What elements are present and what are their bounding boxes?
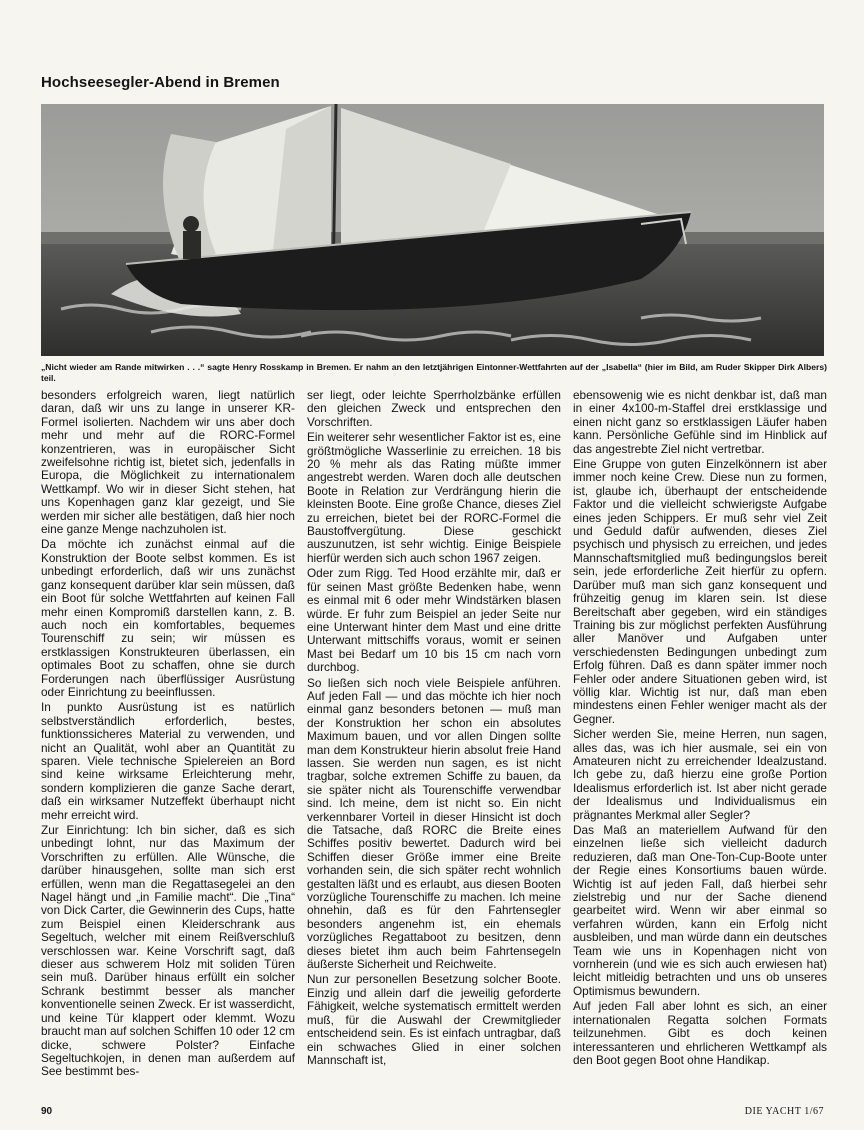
magazine-footer: DIE YACHT 1/67 bbox=[744, 1106, 824, 1117]
photo-crew-body bbox=[183, 231, 201, 259]
article-heading: Hochseesegler-Abend in Bremen bbox=[41, 74, 280, 91]
paragraph: Sicher werden Sie, meine Herren, nun sagen, alles das, was ich hier ausmale, sei ein von Amateuren nicht zu erreichender Idealzustand. Ich gebe zu, daß hierzu eine große Portion Idealismus erforderlich ist. Ist aber nicht gerade der Idealismus und Individualismus ein prägnantes Merkmal aller Segler? bbox=[573, 727, 827, 822]
paragraph: ser liegt, oder leichte Sperrholzbänke erfüllen den gleichen Zweck und entsprechen den Vorschriften. bbox=[307, 389, 561, 429]
article-body bbox=[41, 389, 827, 1089]
text-column-1 bbox=[41, 389, 295, 1089]
paragraph: Oder zum Rigg. Ted Hood erzählte mir, daß er für seinen Mast größte Bedenken habe, wenn es einmal mit 6 oder mehr Windstärken blasen würde. Er fuhr zum Beispiel an jeder Seite nur eine Unterwant hinter dem Mast und eine dritte Unterwant mittschiffs voraus, womit er seinen Mast bei Bedarf um 10 bis 15 cm nach vorn durchbog. bbox=[307, 566, 561, 675]
paragraph: besonders erfolgreich waren, liegt natürlich daran, daß wir uns zu lange in unserer KR-Formel isolierten. Nachdem wir uns aber doch mehr und mehr auf die RORC-Formel konzentrieren, was in europäischer Sicht zweifelsohne richtig ist, bietet sich, jedenfalls in Europa, die Möglichkeit zu internationalem Wettkampf. Wo wir in dieser Sicht stehen, hat uns Kopenhagen ganz klar gezeigt, und Sie werden mir sicher alle bestätigen, daß hier noch eine ganze Menge nachzuholen ist. bbox=[41, 389, 295, 537]
paragraph: So ließen sich noch viele Beispiele anführen. Auf jeden Fall — und das möchte ich hier noch einmal ganz besonders betonen — muß man der Konstruktion her schon ein absolutes Maximum bauen, und vor allen Dingen sollte man dem Konstrukteur hierin absolut freie Hand lassen. Sie werden nun sagen, es ist nicht tragbar, solche extremen Schiffe zu bauen, da sie später nicht als Tourenschiffe verwendbar sind. Ich meine, dem ist nicht so. Ein nicht verkennbarer Vorteil in dieser Hinsicht ist doch die Tatsache, daß RORC die Breite eines Schiffes positiv bewertet. Dadurch wird bei Schiffen dieser Größe immer eine Breite vorhanden sein, die sich später recht wohnlich gestalten läßt und es erlaubt, aus diesen Booten vorzügliche Tourenschiffe zu machen. Ich meine ohnehin, daß es für den Fahrtensegler besonders angenehm ist, ein ehemals vorzügliches Regattaboot zu besitzen, denn dieses bietet ihm auch beim Fahrtensegeln äußerste Sicherheit und Reichweite. bbox=[307, 675, 561, 972]
article-photo bbox=[41, 104, 824, 356]
text-column-2 bbox=[307, 389, 561, 1089]
paragraph: ebensowenig wie es nicht denkbar ist, daß man in einer 4x100-m-Staffel drei erstklassige und einen nicht ganz so erstklassigen Läufer haben kann. Persönliche Gefühle sind im Hinblick auf das angestrebte Ziel nicht vertretbar. bbox=[573, 389, 827, 456]
photo-caption: „Nicht wieder am Rande mitwirken . . .“ sagte Henry Rosskamp in Bremen. Er nahm an den letztjährigen Eintonner-Wettfahrten auf der „Isabella“ (hier im Bild, am Ruder Skipper Dirk Albers) teil. bbox=[41, 362, 827, 383]
paragraph: Zur Einrichtung: Ich bin sicher, daß es sich unbedingt lohnt, nur das Maximum der Vorschriften zu erfüllen. Alle Wünsche, die darüber hinausgehen, sollte man sich erst erfüllen, wenn man die Regattasegelei an den Nagel hängt und „in Familie macht“. Die „Tina“ von Dick Carter, die Gewinnerin des Cups, hatte zum Beispiel einen Kleiderschrank aus Segeltuch, welcher mit einem Reißverschluß verschlossen war. Keine Vorschrift sagt, daß dieser aus schwerem Holz mit soliden Türen sein muß. Darüber hinaus erfüllt ein solcher Schrank bestimmt besser als mancher konventionelle seinen Zweck. Er ist wasserdicht, und keine Tür klappert oder klemmt. Wozu braucht man auf solchen Schiffen 10 oder 12 cm dicke, schwere Polster? Einfache Segeltuchkojen, in denen man außerdem auf See bestimmt bes- bbox=[41, 823, 295, 1079]
text-column-3 bbox=[573, 389, 827, 1089]
page-number: 90 bbox=[41, 1106, 53, 1117]
paragraph: Da möchte ich zunächst einmal auf die Konstruktion der Boote selbst kommen. Es ist unbedingt erforderlich, daß wir uns zunächst ganz konsequent darüber klar sein müssen, daß ein Boot für solche Wettfahrten auf keinen Fall mehr einen Kompromiß darstellen kann, z. B. auch noch ein komfortables, bequemes Tourenschiff zu sein; wir müssen es erstklassigen Konstrukteuren überlassen, ein optimales Boot zu schaffen, ohne sie durch Forderungen nach überflüssiger Ausrüstung oder Einrichtung zu beeinflussen. bbox=[41, 537, 295, 699]
paragraph: Das Maß an materiellem Aufwand für den einzelnen ließe sich vielleicht dadurch reduzieren, daß man One-Ton-Cup-Boote unter der Regie eines Konsortiums bauen würde. Wichtig ist auf jeden Fall, daß hierbei sehr zielstrebig und nur der Sache dienend gearbeitet wird. Wenn wir aber einmal so verfahren würden, kann ein Erfolg nicht ausbleiben, und man würde dann ein deutsches Team wie uns in Kopenhagen nicht von vornherein (und wie es sich auch erwiesen hat) leicht mitleidig betrachten und uns ob unseres Optimismus bewundern. bbox=[573, 823, 827, 998]
photo-crew bbox=[183, 216, 199, 232]
paragraph: In punkto Ausrüstung ist es natürlich selbstverständlich erforderlich, bestes, funktionssicheres Material zu verwenden, und nicht an Qualität, wohl aber an Quantität zu sparen. Viele technische Spielereien an Bord sind keine wirksame Erleichterung mehr, sondern komplizieren die ganze Sache derart, daß ein wirksamer Nutzeffekt überhaupt nicht mehr erreicht wird. bbox=[41, 700, 295, 822]
paragraph: Ein weiterer sehr wesentlicher Faktor ist es, eine größtmögliche Wasserlinie zu erreichen. 18 bis 20 % mehr als das Rating müßte immer angestrebt werden. Waren doch alle deutschen Boote in Relation zur Verdrängung hierin die kleinsten Boote. Eine große Chance, dieses Ziel zu erreichen, bietet bei der RORC-Formel die Baustoffvergütung. Diese geschickt auszunutzen, ist sehr wichtig. Einige Beispiele hierfür werden sich auch schon 1967 zeigen. bbox=[307, 430, 561, 565]
paragraph: Nun zur personellen Besetzung solcher Boote. Einzig und allein darf die jeweilig geforderte Fähigkeit, welche systematisch ermittelt werden muß, für die Auswahl der Crewmitglieder entscheidend sein. Es ist einfach untragbar, daß ein schwaches Glied in einer solchen Mannschaft ist, bbox=[307, 972, 561, 1067]
paragraph: Eine Gruppe von guten Einzelkönnern ist aber immer noch keine Crew. Diese nun zu formen, ist, glaube ich, überhaupt der entscheidende Faktor und die vielleicht schwierigste Aufgabe eines jeden Schippers. Er muß sehr viel Zeit und Geduld dafür aufwenden, dieses Ziel psychisch und physisch zu erreichen, und jedes Mannschaftsmitglied muß bedingungslos bereit sein, jede erforderliche Zeit hierfür zu opfern. Darüber muß man sich ganz konsequent und frühzeitig genug im klaren sein. Ist diese Bereitschaft aber gegeben, wird ein ständiges Training bis zur möglichst perfekten Ausführung aller Manöver und Aufgaben unter verschiedensten Bedingungen unbedingt zum Erfolg führen. Daß es dann später immer noch Fehler oder andere Situationen geben wird, ist völlig klar. Wichtig ist nur, daß man eben mindestens einen Fehler weniger macht als der Gegner. bbox=[573, 457, 827, 726]
paragraph: Auf jeden Fall aber lohnt es sich, an einer internationalen Regatta solchen Formats teilzunehmen. Gibt es doch keinen interessanteren und ehrlicheren Wettkampf als den Boot gegen Boot ohne Handikap. bbox=[573, 999, 827, 1067]
